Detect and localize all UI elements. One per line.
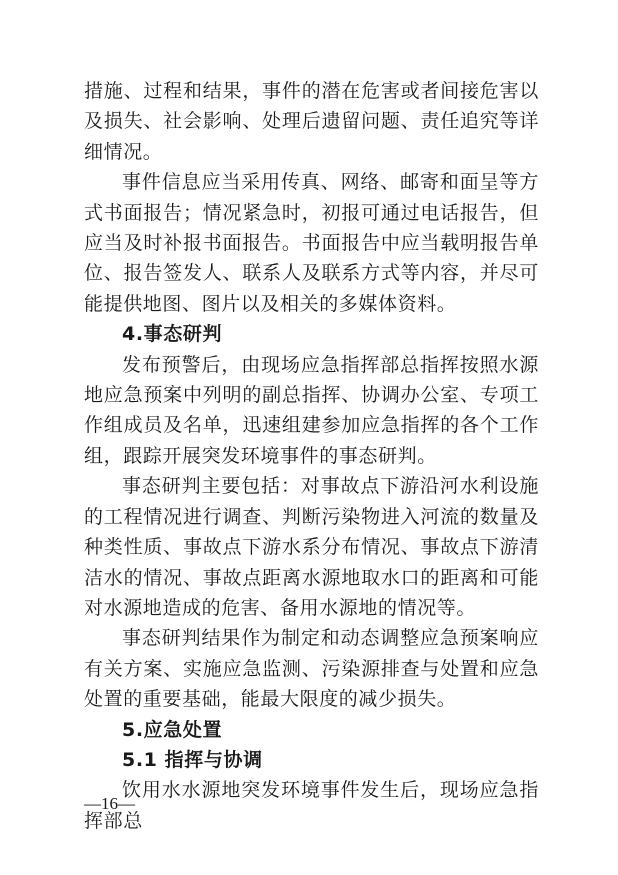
section-heading-emergency-response: 5.应急处置: [122, 718, 223, 741]
section-heading-situation-assessment: 4.事态研判: [122, 323, 223, 346]
paragraph-command-start: 饮用水水源地突发环境事件发生后，现场应急指挥部总: [84, 779, 539, 832]
paragraph-report-details-continued: 措施、过程和结果，事件的潜在危害或者间接危害以及损失、社会影响、处理后遗留问题、责任追究等详细情况。: [84, 80, 539, 163]
paragraph-assessment-content: 事态研判主要包括：对事故点下游沿河水利设施的工程情况进行调查、判断污染物进入河流的数量及种类性质、事故点下游水系分布情况、事故点下游清洁水的情况、事故点距离水源地取水口的距离和可能对水源地造成的危害、备用水源地的情况等。: [84, 475, 539, 619]
paragraph-assessment-team: 发布预警后，由现场应急指挥部总指挥按照水源地应急预案中列明的副总指挥、协调办公室、专项工作组成员及名单，迅速组建参加应急指挥的各个工作组，跟踪开展突发环境事件的事态研判。: [84, 353, 539, 467]
paragraph-written-report: 事件信息应当采用传真、网络、邮寄和面呈等方式书面报告；情况紧急时，初报可通过电话报告，但应当及时补报书面报告。书面报告中应当载明报告单位、报告签发人、联系人及联系方式等内容，并尽可能提供地图、图片以及相关的多媒体资料。: [84, 171, 539, 315]
page-number: —16—: [84, 794, 135, 813]
page-body: [84, 76, 539, 836]
subsection-heading-command-coordination: 5.1 指挥与协调: [122, 748, 263, 771]
paragraph-assessment-results: 事态研判结果作为制定和动态调整应急预案响应有关方案、实施应急监测、污染源排查与处置和应急处置的重要基础，能最大限度的减少损失。: [84, 627, 539, 711]
